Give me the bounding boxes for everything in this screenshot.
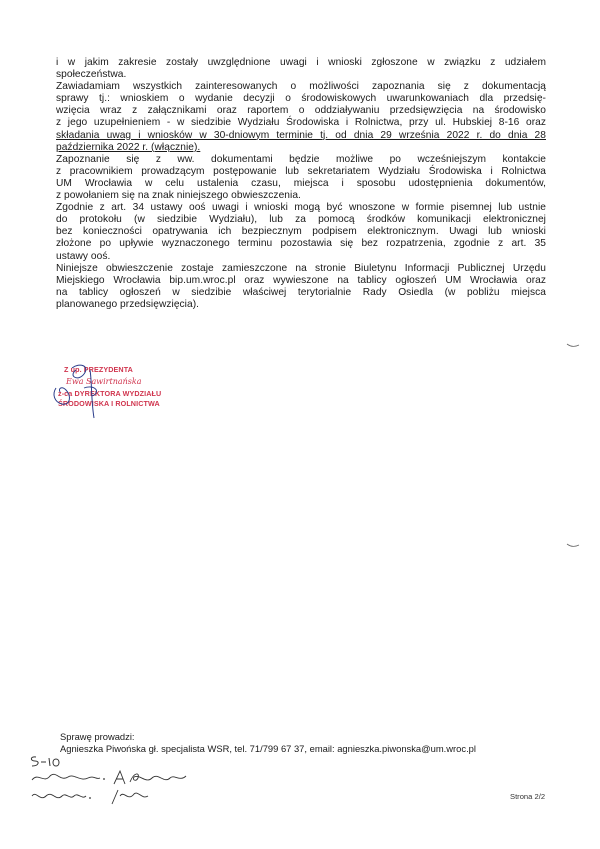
footer-contact: [60, 731, 540, 755]
handwritten-note-sporzadzil: [30, 768, 190, 788]
text-line: bez konieczności opatrywania ich bezpiecznym podpisem elektronicznym. Uwagi lub wnioski: [56, 226, 546, 238]
text-line: społeczeństwa.: [56, 69, 127, 81]
text-line: sprawy tj.: wnioskiem o wydanie decyzji o środowiskowych uwarunkowaniach dla przedsię-: [56, 93, 546, 105]
footer-contact-details: Agnieszka Piwońska gł. specjalista WSR, tel. 71/799 67 37, email: agnieszka.piwonska@um.wroc.pl: [60, 743, 476, 754]
underlined-deadline-line: października 2022 r. (włącznie).: [56, 141, 201, 153]
paragraph-2: [56, 81, 546, 154]
footer-label: Sprawę prowadzi:: [60, 731, 135, 742]
handwritten-signature-scribble: [50, 360, 190, 420]
text-line: Niniejsze obwieszczenie zostaje zamieszczone na stronie Biuletynu Informacji Publicznej Urzędu: [56, 262, 546, 274]
text-line: złożone po upływie wyznaczonego terminu pozostawia się bez rozpatrzenia, zgodnie z art. 35: [56, 238, 546, 250]
page-number: Strona 2/2: [510, 792, 546, 801]
text-line: Zawiadamiam wszystkich zainteresowanych o możliwości zapoznania się z dokumentacją: [56, 81, 546, 93]
text-line: i w jakim zakresie zostały uwzględnione uwagi i wnioski zgłoszone w związku z udziałem: [56, 57, 546, 68]
margin-mark-top: [566, 342, 580, 348]
document-body: [56, 57, 546, 311]
stamp-line-wydzial: ŚRODOWISKA I ROLNICTWA: [58, 399, 160, 408]
handwritten-note-s10: [28, 754, 68, 768]
underlined-deadline-line: składania uwag i wniosków w 30-dniowym terminie tj. od dnia 29 września 2022 r. do dnia 28: [56, 129, 546, 141]
stamp-line-prezydent: Z up. PREZYDENTA: [64, 365, 133, 374]
text-line: z pracownikiem prowadzącym postępowanie lub sekretariatem Wydziału Środowiska i Rolnictwa: [56, 165, 546, 177]
paragraph-4: [56, 202, 546, 262]
margin-mark-bottom: [566, 542, 580, 548]
text-line: Zgodnie z art. 34 ustawy ooś uwagi i wnioski mogą być wnoszone w formie pisemnej lub ustnie: [56, 202, 546, 214]
text-line: z powołaniem się na znak niniejszego obwieszczenia.: [56, 190, 301, 202]
text-line: do protokołu (w siedzibie Wydziału), lub za pomocą środków komunikacji elektronicznej: [56, 214, 546, 226]
paragraph-3: [56, 154, 546, 202]
stamp-line-dyrektor: z-ca DYREKTORA WYDZIAŁU: [58, 389, 162, 398]
paragraph-5: [56, 263, 546, 311]
text-line: wzięcia wraz z załącznikami oraz raportem o oddziaływaniu przedsięwzięcia na środowisko: [56, 105, 546, 117]
handwritten-note-sprawdzil: [30, 786, 160, 808]
text-line: ustawy ooś.: [56, 250, 111, 262]
paragraph-1: [56, 57, 546, 81]
text-line: UM Wrocławia w celu ustalenia czasu, miejsca i sposobu udostępnienia dokumentów,: [56, 177, 546, 189]
text-line: Zapoznanie się z ww. dokumentami będzie możliwe po wcześniejszym kontakcie: [56, 153, 546, 165]
text-line: na tablicy ogłoszeń w siedzibie właściwej terytorialnie Rady Osiedla (w pobliżu miejsca: [56, 286, 546, 298]
text-line: Miejskiego Wrocławia bip.um.wroc.pl oraz wywieszone na tablicy ogłoszeń UM Wrocławia oraz: [56, 274, 546, 286]
text-line: planowanego przedsięwzięcia).: [56, 298, 200, 310]
text-line: z jego uzupełnieniem - w siedzibie Wydziału Środowiska i Rolnictwa, przy ul. Hubskiej 8-16 oraz: [56, 117, 546, 129]
stamp-signature-name: Ewa Sawirtnańska: [66, 377, 142, 386]
